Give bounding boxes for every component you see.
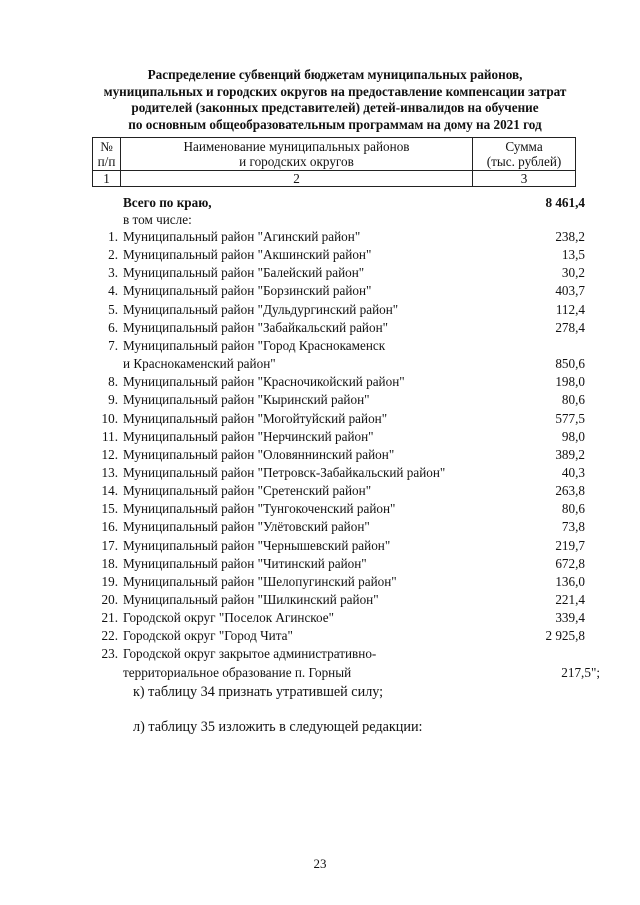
table-row (92, 264, 600, 282)
row-name: Муниципальный район "Кыринский район" (123, 392, 370, 408)
title-line: Распределение субвенций бюджетам муниципальных районов, (147, 67, 523, 82)
row-name: Муниципальный район "Шелопугинский район" (123, 573, 397, 589)
table-row (92, 228, 600, 246)
table-row (92, 410, 600, 428)
including-label: в том числе: (123, 212, 192, 227)
row-number: 7. (108, 337, 118, 353)
row-name: Муниципальный район "Могойтуйский район" (123, 410, 388, 426)
column-number: 3 (473, 171, 576, 187)
row-value: 198,0 (555, 374, 585, 390)
table-row (92, 518, 600, 536)
row-number: 13. (101, 464, 118, 480)
row-value: 112,4 (555, 301, 585, 317)
row-number: 6. (108, 319, 118, 335)
row-name: Муниципальный район "Забайкальский район" (123, 319, 389, 335)
row-value: 238,2 (555, 229, 585, 244)
table-row (92, 500, 600, 518)
header-number-cell: № п/п (93, 138, 121, 171)
row-number: 18. (101, 555, 118, 571)
row-number: 14. (101, 483, 118, 499)
table-row (92, 591, 600, 609)
table-header (92, 137, 576, 187)
row-value: 850,6 (555, 356, 585, 372)
row-name: Городской округ "Город Чита" (123, 628, 293, 644)
header-name-cell: Наименование муниципальных районов и городских округов (121, 138, 473, 171)
table-row (92, 319, 600, 337)
row-name: Муниципальный район "Борзинский район" (123, 283, 372, 299)
row-value: 73,8 (561, 519, 585, 535)
row-number: 3. (108, 265, 118, 281)
row-value: 577,5 (555, 410, 585, 426)
paragraph-l: л) таблицу 35 изложить в следующей редакции: (133, 719, 423, 735)
column-number: 2 (121, 171, 473, 187)
row-name: Муниципальный район "Город Краснокаменск (123, 337, 386, 353)
row-number: 23. (101, 646, 118, 662)
row-name: Городской округ закрытое административно- (123, 646, 377, 662)
row-value: 219,7 (555, 537, 585, 553)
row-name: Муниципальный район "Акшинский район" (123, 247, 372, 263)
row-value: 339,4 (555, 610, 585, 626)
row-number: 20. (101, 592, 118, 607)
table-row (92, 428, 600, 446)
row-name: Муниципальный район "Агинский район" (123, 229, 361, 244)
header-sum-cell: Сумма (тыс. рублей) (473, 138, 576, 171)
row-value: 403,7 (555, 283, 585, 299)
table-row (92, 555, 600, 573)
table-row (92, 645, 600, 681)
row-value: 40,3 (561, 464, 585, 480)
row-value: 30,2 (561, 265, 585, 281)
table-row (92, 482, 600, 500)
row-number: 16. (101, 519, 118, 535)
row-value: 13,5 (561, 247, 585, 263)
table-row (92, 537, 600, 555)
row-name: Муниципальный район "Читинский район" (123, 555, 367, 571)
header-row (93, 138, 576, 171)
row-number: 17. (101, 537, 118, 553)
table-row (92, 464, 600, 482)
row-value: 2 925,8 (545, 628, 585, 644)
paragraph-k: к) таблицу 34 признать утратившей силу; (133, 684, 384, 700)
row-name: Муниципальный район "Нерчинский район" (123, 428, 374, 444)
row-name: и Краснокаменский район" (123, 356, 276, 372)
total-label: Всего по краю, (123, 195, 212, 210)
row-name: Муниципальный район "Сретенский район" (123, 483, 372, 499)
row-name: Городской округ "Поселок Агинское" (123, 610, 335, 626)
row-value: 672,8 (555, 555, 585, 571)
table-row (92, 246, 600, 264)
table-row (92, 446, 600, 464)
title-line: по основным общеобразовательным программам на дому на 2021 год (128, 116, 542, 132)
table-row (92, 573, 600, 591)
table-row (92, 609, 600, 627)
row-value: 263,8 (555, 483, 585, 499)
row-number: 12. (101, 446, 118, 462)
row-value: 136,0 (555, 573, 585, 589)
row-number: 2. (108, 247, 118, 263)
row-name: Муниципальный район "Красночикойский район" (123, 374, 405, 390)
row-number: 1. (108, 229, 118, 244)
row-number: 22. (101, 628, 118, 644)
row-name: Муниципальный район "Дульдургинский район" (123, 301, 399, 317)
row-number: 8. (108, 374, 118, 390)
table-row (92, 337, 600, 373)
table-row (92, 301, 600, 319)
row-name: Муниципальный район "Чернышевский район" (123, 537, 391, 553)
row-number: 9. (108, 392, 118, 408)
row-value: 221,4 (555, 592, 585, 607)
row-name: Муниципальный район "Тунгокоченский район" (123, 501, 396, 517)
row-value: 98,0 (561, 428, 585, 444)
row-number: 10. (101, 410, 118, 426)
row-value: 389,2 (555, 446, 585, 462)
table-row (92, 282, 600, 300)
row-number: 15. (101, 501, 118, 517)
document-title (70, 67, 600, 133)
page-number: 23 (313, 856, 327, 871)
row-number: 11. (102, 428, 118, 444)
row-name: Муниципальный район "Оловяннинский район" (123, 446, 395, 462)
row-number: 21. (101, 610, 118, 626)
table-row (92, 627, 600, 645)
row-value: 80,6 (561, 392, 585, 408)
total-value: 8 461,4 (545, 195, 585, 210)
row-number: 4. (108, 283, 118, 299)
row-number: 19. (101, 573, 118, 589)
table-row (92, 373, 600, 391)
table-row (92, 391, 600, 409)
row-name: Муниципальный район "Балейский район" (123, 265, 365, 281)
row-value: 217,5"; (561, 664, 600, 680)
row-value: 80,6 (561, 501, 585, 517)
row-name: Муниципальный район "Петровск-Забайкальский район" (123, 464, 446, 480)
column-number-row (93, 171, 576, 187)
row-value: 278,4 (555, 319, 585, 335)
row-name: Муниципальный район "Шилкинский район" (123, 592, 379, 607)
title-line: муниципальных и городских округов на предоставление компенсации затрат (103, 83, 567, 99)
row-name: Муниципальный район "Улётовский район" (123, 519, 370, 535)
row-number: 5. (108, 301, 118, 317)
title-line: родителей (законных представителей) детей-инвалидов на обучение (131, 100, 539, 115)
row-name: территориальное образование п. Горный (123, 664, 352, 680)
column-number: 1 (93, 171, 121, 187)
